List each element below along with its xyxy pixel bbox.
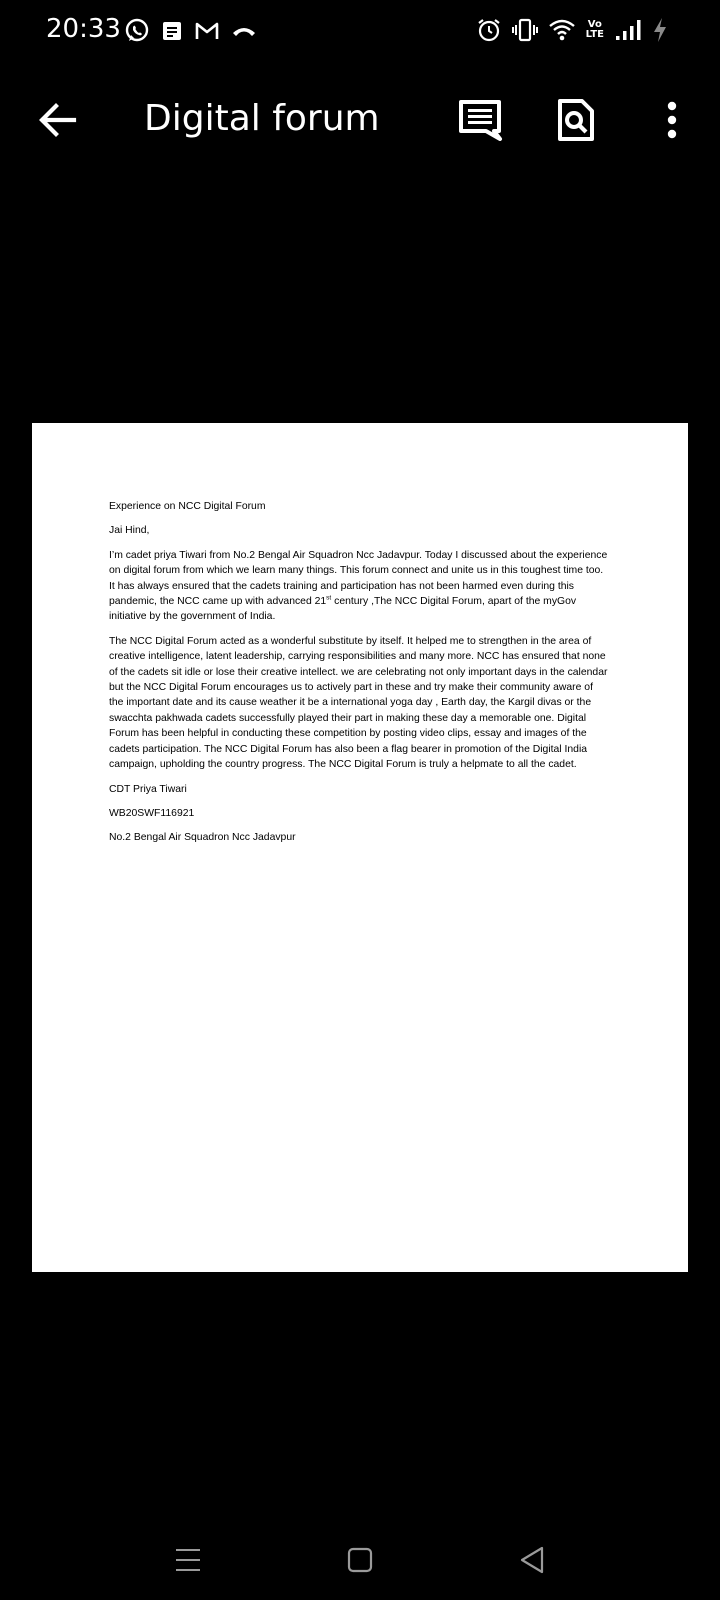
recents-button[interactable] xyxy=(168,1540,208,1580)
document-title: Digital forum xyxy=(144,98,380,139)
more-vert-icon xyxy=(648,96,696,144)
signal-icon xyxy=(614,18,642,42)
paragraph-1-text: I’m cadet priya Tiwari from No.2 Bengal Air Squadron Ncc Jadavpur. Today I discussed about the experience on digital forum from which we learn many things. This forum connect and unite us in this toughest time too. It has always ensured that the cadets training and participation has not been harmed even during this pandemic, the NCC came up with advanced 21 xyxy=(109,549,608,608)
signature-id: WB20SWF116921 xyxy=(109,807,195,819)
status-time: 20:33 xyxy=(46,14,121,44)
gmail-icon xyxy=(194,19,220,43)
back-button[interactable] xyxy=(34,96,82,144)
volte-icon xyxy=(586,20,604,40)
system-icons xyxy=(476,17,668,43)
paragraph-1 xyxy=(109,548,609,625)
signature-unit: No.2 Bengal Air Squadron Ncc Jadavpur xyxy=(109,832,296,844)
recents-menu-icon xyxy=(168,1540,208,1580)
more-options-button[interactable] xyxy=(648,96,696,144)
status-bar xyxy=(0,0,720,64)
paragraph-2: The NCC Digital Forum acted as a wonderful substitute by itself. It helped me to strengthen in the area of creative intelligence, latent leadership, carrying responsibilities and many more. NCC has ensured that none of the cadets sit idle or lose their creative intellect. we are celebrating not only important days in the calendar but the NCC Digital Forum encourages us to actively part in these and try make their community aware of the important date and its cause weather it be a international yoga day , Earth day, the Kargil divas or the swacchta pakhwada cadets successfully played their part in making these day a memorable one. Digital Forum has been helpful in conducting these competition by posting video clips, essay and images of the cadets participation. The NCC Digital Forum has also been a flag bearer in promotion of the Digital India campaign, upholding the country progress. The NCC Digital Forum is truly a helpmate to all the cadet. xyxy=(109,635,608,771)
document-body xyxy=(109,499,609,855)
volte-bottom-label: LTE xyxy=(585,29,604,40)
document-search-icon xyxy=(552,96,600,144)
app-toolbar xyxy=(0,78,720,162)
home-icon xyxy=(340,1540,380,1580)
nav-back-button[interactable] xyxy=(512,1540,552,1580)
comments-button[interactable] xyxy=(456,96,504,144)
wifi-icon xyxy=(548,17,576,43)
back-arrow-icon xyxy=(34,96,82,144)
system-navigation-bar xyxy=(0,1520,720,1600)
document-heading: Experience on NCC Digital Forum xyxy=(109,501,266,512)
missed-call-icon xyxy=(230,19,258,43)
charging-icon xyxy=(652,17,668,43)
notification-icons xyxy=(124,18,258,44)
ordinal-suffix: st xyxy=(326,594,332,602)
paragraph-1-text-end: century ,The NCC Digital Forum, apart of the myGov initiative by the government of India. xyxy=(109,596,577,623)
alarm-icon xyxy=(476,17,502,43)
find-in-document-button[interactable] xyxy=(552,96,600,144)
greeting: Jai Hind, xyxy=(109,525,150,537)
back-triangle-icon xyxy=(512,1540,552,1580)
comment-icon xyxy=(456,96,504,144)
signature-name: CDT Priya Tiwari xyxy=(109,783,187,795)
document-page[interactable] xyxy=(32,423,688,1272)
vibrate-icon xyxy=(512,17,538,43)
whatsapp-icon xyxy=(124,18,150,44)
volte-top-label: Vo xyxy=(587,19,602,30)
home-button[interactable] xyxy=(340,1540,380,1580)
message-icon xyxy=(160,19,184,43)
